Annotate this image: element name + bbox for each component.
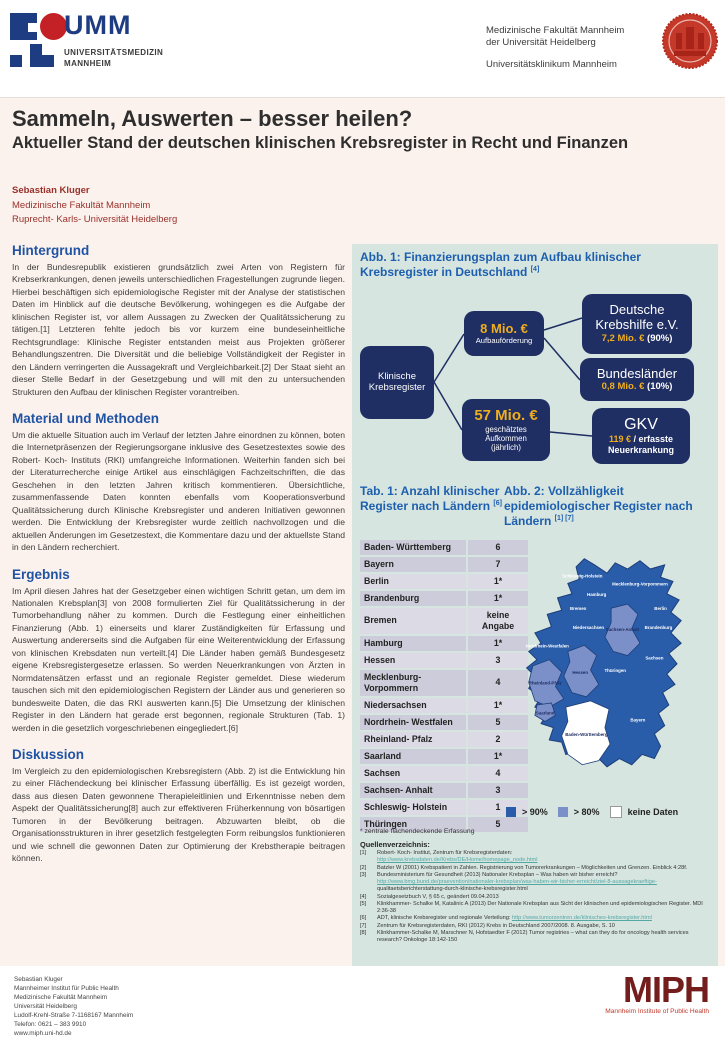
section-heading-background: Hintergrund [12, 243, 90, 258]
table-row: Niedersachsen 1* [360, 698, 528, 713]
reference-link[interactable]: http://www.tumorzentren.de/klinisches-krebsregister.html [511, 915, 652, 922]
node-aufkommen: 57 Mio. € geschätztes Aufkommen (jährlich) [462, 399, 550, 461]
left-column [12, 243, 345, 878]
map-label: Niedersachsen [572, 624, 605, 630]
map-label: Saarland [535, 710, 555, 716]
figure2-title: Abb. 2: Vollzähligkeit epidemiologischer Register nach Ländern [1] [7] [504, 484, 693, 528]
node-gkv: GKV 119 € / erfasste Neuerkrankung [592, 408, 690, 464]
heidelberg-seal-icon [662, 11, 718, 77]
miph-tagline: Mannheim Institute of Public Health [605, 1008, 709, 1015]
umm-sub1: UNIVERSITÄTSMEDIZIN [64, 48, 164, 57]
reference-item: [3] Bundesministerium für Gesundheit (2013) Nationaler Krebsplan – Was haben wir bisher erreicht? http://www.bmg.bund.de/praevention/nationaler-krebsplan/was-haben-wir-bisher-erreicht/ziel-8-aussagekraeftige- qualitaetsberichterstattung-durch-klinische-krebsregister.html [360, 871, 657, 893]
aufbau-label: Aufbauförderung [475, 335, 533, 345]
section-body-results: Im April diesen Jahres hat der Gesetzgeber einen wichtigen Schritt getan, um dem im Nationalen Krebsplan[3] von 2008 formulierten Ziel für Qualitätssicherung in der Tumorbehandlung näher zu kommen. Durch die Festlegung einer einheitlichen Finanzierung (Abb. 1) einerseits und klarer Zuständigkeiten für Erfassung und Auswertung andererseits sind die Aufgaben für eine Weiterentwicklung der Erfassung von klinischen Krebsdaten nun verteilt.[4] Die Länder haben gemäß Bundesgesetz eigene Krebsregistergesetze erlassen. So werden Neuerkrankungen von Ärzten in Normdatensätzen erfasst und an regionale Register gemeldet. Diese wiederum tauschen sich mit den epidemiologischen Registern der Länder aus und generieren so bundesweite Daten, die das RKI auswerten kann.[5] Die Umsetzung der klinischen Register in den Ländern hat gerade erst begonnen, regionale Strukturen (Tab. 1) werden in die gesetzlich vorgeschriebenen eingegliedert.[6] [12, 585, 345, 733]
author-name: Sebastian Kluger [12, 185, 90, 196]
figure2-title-ref: [1] [7] [554, 515, 574, 522]
table-row: Berlin 1* [360, 574, 528, 589]
node-aufbaufoerderung [464, 311, 544, 356]
umm-sub2: MANNHEIM [64, 58, 112, 68]
table-row: Hamburg 1* [360, 636, 528, 651]
aufbau-amount: 8 Mio. € [480, 320, 528, 336]
umm-acronym: UMM [64, 10, 132, 40]
legend-label-nodata: keine Daten [627, 807, 679, 817]
section-heading-results: Ergebnis [12, 566, 70, 582]
section-body-background: In der Bundesrepublik existieren grundsätzlich zwei Arten von Registern für Krebserkrankungen, denen jeweils unterschiedlichen Fragestellungen zugrunde liegen. Hierbei beschäftigen sich epidemiologische Register mit der Analyse der statistischen Daten im Hinblick auf die deutsche Bevölkerung, wohingegen es die Aufgabe der klinischen Register ist, vor allem Aussagen zu Zwecken der Qualitätssicherung zu tätigen.[1] Letzteren fehlte jedoch bis vor kurzem eine bundeseinheitliche Rechtsgrundlage: Klinische Register entstanden meist aus Projekten größerer Behandlungszentren. Die Diversität und die beliebige Vollständigkeit der Register in den Ländern verringerten die Aussagekraft und Vergleichbarkeit.[2] Der Staat sieht an dieser Stelle Bedarf in der Gesetzgebung und will mit den zu untersuchenden Strukturen den Aufbau der klinischen Register vorantreiben. [12, 262, 345, 397]
node-bundeslaender: Bundesländer 0,8 Mio. € (10%) [580, 358, 694, 401]
table-row: Bremen keine Angabe [360, 608, 528, 634]
contact-block [14, 976, 133, 1038]
contact-line: Telefon: 0621 – 383 9910 [14, 1020, 87, 1028]
map-label: Sachsen [645, 655, 664, 661]
legend-swatch-dark [506, 807, 516, 817]
reference-item: [7] Zentrum für Krebsregisterdaten, RKI (2012) Krebs in Deutschland 2007/2008. 8. Ausgabe, S. 10 [360, 922, 615, 929]
contact-line: Mannheimer Institut für Public Health [14, 984, 119, 992]
affiliation-block [486, 25, 624, 71]
map-label: Schleswig-Holstein [562, 573, 603, 579]
legend-label-80: > 80% [573, 807, 600, 817]
reference-item: [6] ADT, klinische Krebsregister und regionale Verteilung: http://www.tumorzentren.de/klinisches-krebsregister.html [360, 915, 652, 922]
section-body-discussion: Im Vergleich zu den epidemiologischen Krebsregistern (Abb. 2) ist die Entwicklung hin zu einer Flächendeckung bei klinischer Erfassung überfällig. Es ist gezeigt worden, dass aus diesen Daten gewonnene Therapieleitlinien und Erkenntnisse neben dem Aspekt der Qualitätssicherung[8] auch zur effektiveren Früherkennung von bösartigen Tumoren in der Bevölkerung beitragen. Abzuwarten bleibt, ob die Organisationsstrukturen in ihrer gesetzlich festgelegten Form reibungslos funktionieren und wie schnell die gewonnen Daten zur Optimierung der Krebstherapie beitragen können. [12, 765, 345, 864]
aufkommen-amount: 57 Mio. € [474, 406, 538, 424]
table-row: Thüringen 5 [360, 817, 528, 832]
figure1-title-ref: [4] [530, 266, 540, 273]
author-affiliation2: Ruprecht- Karls- Universität Heidelberg [12, 214, 178, 226]
reference-item: [8] Klinkhammer-Schalke M, Marschner N, Hofstaedter F (2012) Tumor registries – what can they do for oncology health services research? Onkologe 18:142-150 [360, 929, 689, 944]
krebshilfe-title: Deutsche Krebshilfe e.V. [595, 301, 679, 332]
table-row: Hessen 3 [360, 653, 528, 668]
table-row: Brandenburg 1* [360, 591, 528, 606]
map-label: Bayern [630, 717, 646, 723]
table-row: Sachsen 4 [360, 766, 528, 781]
map-label: Hamburg [587, 591, 607, 597]
table-row: Mecklenburg- Vorpommern 4 [360, 670, 528, 696]
author-affiliation1: Medizinische Fakultät Mannheim [12, 199, 151, 211]
table-footnote: * zentrale flächendeckende Erfassung [360, 828, 475, 835]
table-row: Schleswig- Holstein 1 [360, 800, 528, 815]
map-label: Thüringen [604, 668, 627, 674]
table-row: Nordrhein- Westfalen 5 [360, 715, 528, 730]
miph-logo [605, 969, 709, 1015]
contact-line: Sebastian Kluger [14, 976, 63, 983]
contact-website-link[interactable]: www.miph.uni-hd.de [14, 1029, 72, 1037]
map-label: Baden-Württemberg [565, 731, 608, 737]
contact-line: Universität Heidelberg [14, 1002, 77, 1010]
table1-title: Tab. 1: Anzahl klinischer Register nach Ländern [6] [360, 484, 502, 513]
affiliation-line1: Medizinische Fakultät Mannheim [486, 25, 625, 36]
section-heading-methods: Material und Methoden [12, 410, 160, 426]
germany-map [504, 540, 710, 802]
table-row: Rheinland- Pfalz 2 [360, 732, 528, 747]
figure1-title: Abb. 1: Finanzierungsplan zum Aufbau klinischer Krebsregister in Deutschland [4] [360, 250, 641, 279]
table-row: Saarland 1* [360, 749, 528, 764]
germany-map-svg [504, 540, 710, 802]
table1-title-ref: [6] [493, 500, 502, 507]
right-panel [352, 244, 718, 968]
map-label: Mecklenburg-Vorpommern [612, 581, 668, 587]
section-body-methods: Um die aktuelle Situation auch im Verlauf der letzten Jahre einordnen zu können, boten die Internetpräsenzen der Regierungsorgane inklusive des Gesetzestextes sowie des Robert- Koch- Instituts (RKI) umfangreiche Informationen. Weiterhin fanden sich bei der Literaturrecherche einige Artikel aus einschlägigen Fachzeitschriften, die das Geschehen in den letzten Jahren kritisch kommentieren. Übersichtliche, zusammenfassende Daten konnten ebenfalls vom Kooperationsverbund Qualitätssicherung durch Klinische Krebsregister und anderen Initiativen gewonnen werden. Die Entwicklung der Krebsregister wurde zeitlich nachvollzogen und die aktuellen Änderungen im Gesetzestext, die Kommentare dazu und der aktuellste Stand in den Ländern recherchiert. [12, 429, 345, 553]
author-block [12, 184, 177, 228]
umm-wordmark [64, 12, 163, 70]
map-label: Berlin [654, 606, 667, 612]
section-heading-discussion: Diskussion [12, 746, 85, 762]
contact-line: Medizinische Fakultät Mannheim [14, 993, 108, 1001]
references [360, 840, 712, 944]
legend-swatch-light [558, 807, 568, 817]
legend-swatch-white [610, 806, 622, 818]
umm-logo-icon [10, 13, 58, 73]
map-label: Bremen [569, 606, 587, 612]
map-label: Brandenburg [644, 624, 673, 630]
map-legend [506, 806, 682, 818]
affiliation-line3: Universitätsklinikum Mannheim [486, 58, 617, 70]
reference-item: [5] Klinkhammer- Schalke M, Katalinic A (2013) Der Nationale Krebsplan aus Sicht der klinischen und epidemiologischen Register. MDI 2:36-38 [360, 900, 703, 915]
poster-title: Sammeln, Auswerten – besser heilen? [12, 106, 413, 131]
reference-link[interactable]: http://www.bmg.bund.de/praevention/nationaler-krebsplan/was-haben-wir-bisher-erreicht/ziel-8-aussagekraeftige- [377, 879, 657, 886]
umm-red-circle-icon [40, 13, 67, 40]
reference-item: [2] Batzler W (2001) Krebspatient in Zahlen. Registrierung von Tumorerkrankungen – Möglichkeiten und Grenzen. Einblick 4:28f. [360, 864, 688, 871]
map-label: Hessen [572, 670, 589, 676]
references-heading: Quellenverzeichnis: [360, 840, 430, 849]
funding-diagram [360, 290, 710, 508]
header [0, 0, 725, 98]
reference-item: [4] Sozialgesetzbuch V, § 65 c, geändert 09.04.2013 [360, 893, 499, 900]
footer [0, 966, 725, 1038]
affiliation-line2: der Universität Heidelberg [486, 37, 596, 49]
map-label: Nordrhein-Westfalen [525, 643, 569, 649]
contact-line: Ludolf-Krehl-Straße 7-1168167 Mannheim [14, 1011, 134, 1019]
miph-wordmark: MIPH [623, 969, 709, 1010]
reference-item: [1] Robert- Koch- Institut, Zentrum für Krebsregisterdaten: http://www.krebsdaten.de/Krebs/DE/Home/homepage_node.html [360, 850, 538, 864]
table-row: Bayern 7 [360, 557, 528, 572]
bundeslaender-title: Bundesländer [596, 365, 678, 381]
node-deutsche-krebshilfe: Deutsche Krebshilfe e.V. 7,2 Mio. € (90%) [582, 294, 692, 354]
reference-link[interactable]: http://www.krebsdaten.de/Krebs/DE/Home/homepage_node.html [377, 857, 538, 864]
map-label: Sachsen-Anhalt [605, 626, 640, 632]
node-klinische-krebsregister: Klinische Krebsregister [360, 346, 434, 419]
table-row: Baden- Württemberg 6 [360, 540, 528, 555]
legend-label-90: > 90% [522, 807, 548, 817]
table-row: Sachsen- Anhalt 3 [360, 783, 528, 798]
poster-subtitle: Aktueller Stand der deutschen klinischen Krebsregister in Recht und Finanzen [12, 134, 629, 152]
map-label: Rheinland-Pfalz [528, 680, 562, 686]
gkv-title: GKV [624, 416, 658, 433]
